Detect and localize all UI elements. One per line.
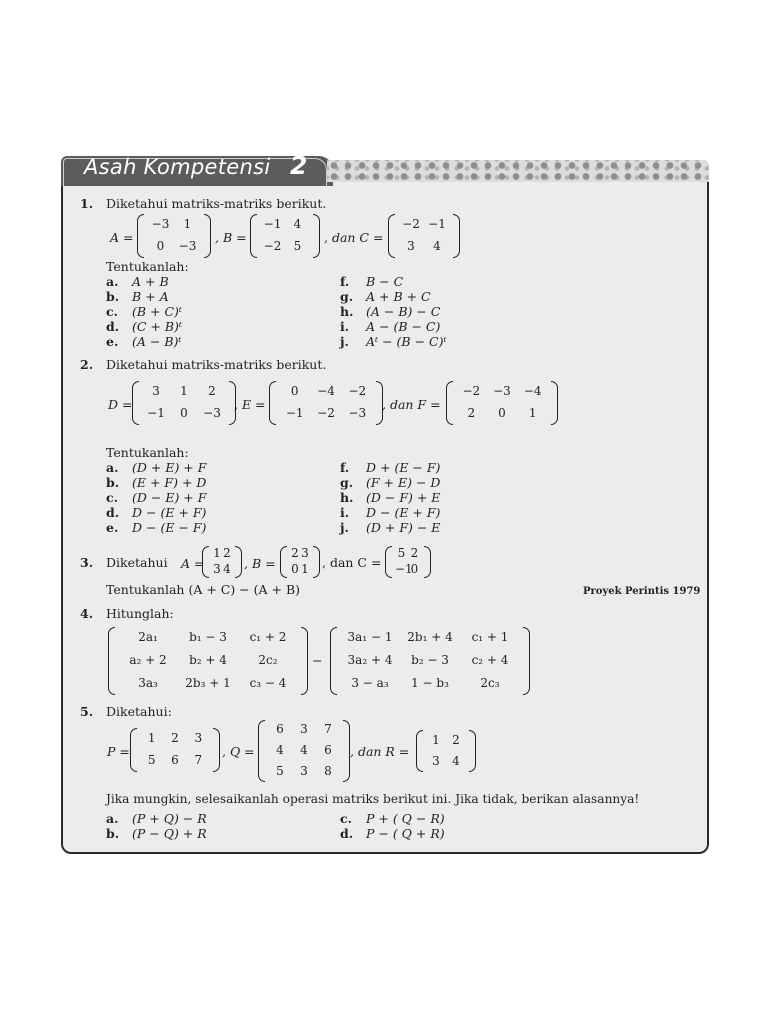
matrix-cell: 2 — [171, 731, 179, 745]
matrix-cell: c₃ − 4 — [249, 675, 287, 690]
item-expression: (F + E) − D — [366, 475, 441, 490]
matrix-f — [446, 381, 558, 425]
matrix-cell: −3 — [151, 217, 170, 231]
matrix-cell: 0 — [410, 562, 419, 576]
q5-q-label: , Q = — [222, 744, 255, 759]
item-expression: (A − B)ᵗ — [132, 334, 182, 349]
item-letter: d. — [106, 319, 120, 334]
matrix-right-bracket — [313, 546, 320, 578]
q4-matrix-right — [330, 627, 530, 695]
matrix-cell: 2b₃ + 1 — [185, 675, 231, 690]
matrix-cell: 3a₃ — [138, 675, 158, 690]
matrix-cell: a₂ + 2 — [129, 653, 167, 667]
matrix-cell: 3 — [213, 562, 221, 576]
matrix-cell: 3 — [194, 731, 203, 745]
q5-ask: Jika mungkin, selesaikanlah operasi matriks berikut ini. Jika tidak, berikan alasannya! — [106, 792, 640, 806]
item-expression: (D + F) − E — [366, 520, 441, 535]
matrix-cell: −3 — [178, 239, 197, 253]
matrix-cell: 4 — [293, 217, 302, 231]
matrix-cell: 3a₁ − 1 — [347, 630, 393, 645]
matrix-cell: 5 — [147, 753, 156, 767]
matrix-cell: c₁ + 1 — [471, 630, 509, 645]
matrix-left-bracket — [416, 730, 423, 772]
matrix-cell: 4 — [433, 239, 441, 253]
matrix-right-bracket — [551, 381, 558, 425]
item-letter: g. — [340, 475, 354, 490]
matrix-p — [130, 728, 220, 772]
matrix-cell: 1 — [147, 731, 156, 745]
q4-matrix-left — [108, 627, 308, 695]
matrix-right-bracket — [235, 546, 242, 578]
item-expression: (C + B)ᵗ — [132, 319, 183, 334]
matrix-cell: −2 — [462, 384, 481, 398]
matrix-left-bracket — [202, 546, 209, 578]
q3-matrix-a — [202, 546, 242, 578]
matrix-q — [258, 720, 350, 782]
q4-intro: Hitunglah: — [106, 606, 174, 621]
matrix-left-bracket — [250, 214, 257, 258]
q5-number: 5. — [80, 704, 94, 719]
matrix-cell: 2a₁ — [138, 630, 158, 645]
matrix-cell: 1 — [180, 384, 188, 398]
matrix-cell: 2c₃ — [480, 675, 500, 690]
matrix-cell: 1 — [213, 546, 221, 560]
matrix-cell: 2 — [452, 732, 460, 747]
matrix-cell: b₂ + 4 — [189, 653, 227, 667]
matrix-cell: 1 — [183, 217, 192, 231]
matrix-cell: −1 — [428, 217, 446, 231]
matrix-cell: 3 — [300, 763, 308, 778]
matrix-cell: 3 — [301, 546, 309, 560]
matrix-cell: 1 — [528, 406, 537, 420]
item-letter: d. — [340, 826, 354, 841]
item-letter: a. — [106, 811, 119, 826]
matrix-cell: 6 — [171, 753, 179, 767]
matrix-right-bracket — [213, 728, 220, 772]
matrix-cell: 2 — [467, 406, 476, 420]
matrix-cell: 3a₂ + 4 — [347, 653, 393, 667]
q3-a-label: A = — [181, 556, 205, 571]
matrix-cell: −1 — [263, 217, 282, 231]
item-expression: B + A — [132, 289, 169, 304]
item-expression: Aᵗ − (B − C)ᵗ — [366, 334, 447, 349]
matrix-left-bracket — [108, 627, 115, 695]
matrix-cell: 1 — [301, 562, 309, 576]
matrix-cell: 4 — [276, 743, 284, 757]
item-expression: B − C — [366, 274, 404, 289]
q3-b-label: , B = — [244, 556, 276, 571]
matrix-cell: 0 — [180, 406, 188, 420]
q4-number: 4. — [80, 606, 94, 621]
item-expression: (D − F) + E — [366, 490, 441, 505]
matrix-cell: 2 — [208, 384, 216, 398]
item-expression: (D − E) + F — [132, 490, 207, 505]
matrix-cell: 3 — [152, 384, 160, 398]
matrix-cell: −3 — [203, 406, 221, 420]
matrix-cell: −2 — [402, 217, 420, 231]
item-expression: (P + Q) − R — [132, 811, 207, 826]
item-expression: A − (B − C) — [366, 319, 441, 334]
matrix-cell: −3 — [348, 406, 367, 420]
matrix-cell: −1 — [395, 562, 413, 576]
matrix-cell: 3 − a₃ — [351, 675, 389, 690]
item-letter: c. — [106, 304, 118, 319]
matrix-left-bracket — [446, 381, 453, 425]
item-expression: P − ( Q + R) — [366, 826, 445, 841]
item-expression: P + ( Q − R) — [366, 811, 445, 826]
matrix-left-bracket — [137, 214, 144, 258]
item-letter: j. — [340, 520, 349, 535]
matrix-cell: 2 — [291, 546, 299, 560]
matrix-d — [132, 381, 236, 425]
matrix-cell: c₂ + 4 — [471, 653, 509, 667]
matrix-cell: b₂ − 3 — [411, 653, 449, 667]
item-expression: (B + C)ᵗ — [132, 304, 183, 319]
matrix-cell: 2b₁ + 4 — [407, 630, 453, 645]
item-expression: D − (E + F) — [366, 505, 441, 520]
q2-f-label: , dan F = — [382, 397, 441, 412]
item-letter: b. — [106, 475, 120, 490]
matrix-cell: 5 — [293, 239, 302, 253]
matrix-cell: −2 — [317, 406, 335, 420]
matrix-cell: −4 — [317, 384, 335, 398]
matrix-cell: 5 — [276, 763, 284, 778]
section-title: Asah Kompetensi — [84, 155, 271, 179]
q4-operator: − — [312, 653, 323, 668]
item-letter: h. — [340, 490, 354, 505]
matrix-cell: −4 — [523, 384, 542, 398]
item-letter: h. — [340, 304, 354, 319]
item-letter: c. — [106, 490, 118, 505]
item-expression: A + B + C — [366, 289, 431, 304]
matrix-cell: 0 — [156, 239, 165, 253]
matrix-cell: 2 — [223, 546, 231, 560]
matrix-left-bracket — [388, 214, 395, 258]
q1-intro: Diketahui matriks-matriks berikut. — [106, 196, 327, 211]
q5-r-label: , dan R = — [350, 744, 410, 759]
item-expression: (D + E) + F — [132, 460, 207, 475]
matrix-right-bracket — [453, 214, 460, 258]
matrix-right-bracket — [424, 546, 431, 578]
q1-number: 1. — [80, 196, 94, 211]
matrix-cell: 6 — [324, 743, 332, 757]
item-letter: c. — [340, 811, 352, 826]
item-letter: i. — [340, 505, 350, 520]
matrix-cell: 7 — [194, 753, 203, 767]
matrix-right-bracket — [523, 627, 530, 695]
matrix-cell: 4 — [223, 562, 231, 576]
matrix-cell: 6 — [276, 722, 284, 737]
matrix-cell: 8 — [324, 763, 332, 778]
matrix-c — [388, 214, 460, 258]
q2-intro: Diketahui matriks-matriks berikut. — [106, 357, 327, 372]
q2-ask: Tentukanlah: — [106, 445, 189, 460]
matrix-left-bracket — [280, 546, 287, 578]
q5-intro: Diketahui: — [106, 704, 172, 719]
q3-matrix-c — [385, 546, 431, 578]
matrix-r — [416, 730, 476, 772]
q2-number: 2. — [80, 357, 94, 372]
matrix-a — [137, 214, 211, 258]
q1-ask: Tentukanlah: — [106, 259, 189, 274]
q3-matrix-b — [280, 546, 320, 578]
matrix-cell: 0 — [290, 384, 299, 398]
matrix-cell: c₁ + 2 — [249, 630, 287, 645]
matrix-left-bracket — [130, 728, 137, 772]
matrix-right-bracket — [301, 627, 308, 695]
matrix-cell: −3 — [493, 384, 511, 398]
matrix-cell: −1 — [147, 406, 165, 420]
matrix-right-bracket — [313, 214, 320, 258]
matrix-cell: 1 − b₃ — [411, 675, 449, 690]
q1-c-label: , dan C = — [324, 230, 384, 245]
matrix-b — [250, 214, 320, 258]
q3-number: 3. — [80, 555, 94, 570]
matrix-cell: 2c₂ — [258, 653, 278, 667]
item-letter: a. — [106, 274, 119, 289]
q3-intro: Diketahui — [106, 555, 168, 570]
item-letter: b. — [106, 289, 120, 304]
matrix-cell: 3 — [300, 722, 308, 737]
item-letter: e. — [106, 334, 119, 349]
q3-c-label: , dan C = — [322, 555, 382, 570]
item-expression: A + B — [132, 274, 169, 289]
item-expression: D + (E − F) — [366, 460, 441, 475]
item-letter: b. — [106, 826, 120, 841]
matrix-cell: −2 — [348, 384, 367, 398]
q1-a-label: A = — [110, 230, 134, 245]
item-expression: D − (E − F) — [132, 520, 207, 535]
item-letter: f. — [340, 274, 350, 289]
matrix-cell: 0 — [498, 406, 506, 420]
matrix-cell: 4 — [300, 743, 308, 757]
matrix-cell: −2 — [263, 239, 282, 253]
item-letter: i. — [340, 319, 350, 334]
item-letter: e. — [106, 520, 119, 535]
item-letter: a. — [106, 460, 119, 475]
item-expression: (P − Q) + R — [132, 826, 207, 841]
item-letter: f. — [340, 460, 350, 475]
q5-p-label: P = — [107, 744, 130, 759]
matrix-left-bracket — [385, 546, 392, 578]
section-number: 2 — [290, 151, 308, 180]
matrix-left-bracket — [269, 381, 276, 425]
item-expression: (A − B) − C — [366, 304, 441, 319]
q3-ask: Tentukanlah (A + C) − (A + B) — [106, 582, 301, 597]
q2-e-label: , E = — [234, 397, 266, 412]
item-expression: (E + F) + D — [132, 475, 207, 490]
matrix-left-bracket — [132, 381, 139, 425]
item-expression: D − (E + F) — [132, 505, 207, 520]
matrix-cell: 7 — [324, 722, 332, 737]
matrix-left-bracket — [330, 627, 337, 695]
matrix-right-bracket — [343, 720, 350, 782]
matrix-cell: 4 — [452, 753, 460, 768]
item-letter: j. — [340, 334, 349, 349]
matrix-cell: 3 — [432, 753, 440, 768]
matrix-cell: 0 — [291, 562, 299, 576]
matrix-cell: 5 — [397, 546, 406, 560]
item-letter: d. — [106, 505, 120, 520]
matrix-cell: b₁ − 3 — [189, 630, 227, 645]
q3-source: Proyek Perintis 1979 — [583, 586, 701, 597]
matrix-right-bracket — [204, 214, 211, 258]
matrix-cell: 3 — [407, 239, 415, 253]
matrix-e — [269, 381, 383, 425]
matrix-cell: 1 — [432, 732, 440, 747]
header-dotted-band — [327, 160, 709, 182]
matrix-cell: −1 — [285, 406, 304, 420]
q2-d-label: D = — [108, 397, 133, 412]
matrix-cell: 2 — [410, 546, 419, 560]
matrix-left-bracket — [258, 720, 265, 782]
q1-b-label: , B = — [215, 230, 247, 245]
item-letter: g. — [340, 289, 354, 304]
matrix-right-bracket — [469, 730, 476, 772]
